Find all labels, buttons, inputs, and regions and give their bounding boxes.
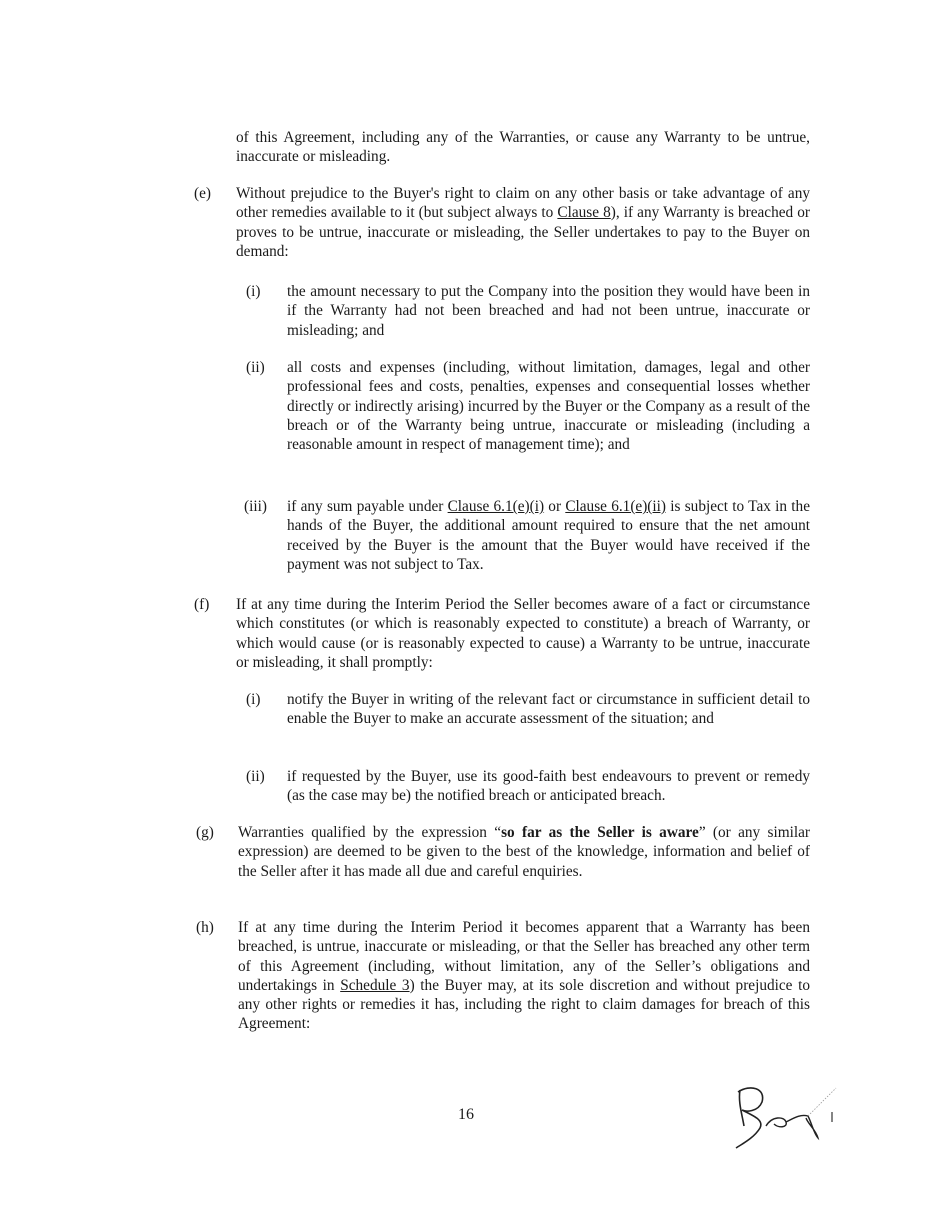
clause-e-iii-label: (iii): [244, 498, 267, 515]
continuation-text: [236, 128, 810, 167]
clause-h-text: [238, 918, 810, 1034]
clause-g-text-a: Warranties qualified by the expression “: [238, 824, 502, 841]
clause-e-text: [236, 184, 810, 261]
signature-initials-icon: [728, 1082, 840, 1154]
clause-6-1-e-ii-link[interactable]: Clause 6.1(e)(ii): [565, 498, 666, 515]
clause-f-text: If at any time during the Interim Period the Seller becomes aware of a fact or circumstance which constitutes (or which is reasonably expected to constitute) a breach of Warranty, or which would cause (or is reasonably expected to cause) a Warranty to be untrue, inaccurate or misleading, it shall promptly:: [236, 596, 810, 671]
continuation-span: of this Agreement, including any of the Warranties, or cause any Warranty to be untrue, inaccurate or misleading.: [236, 129, 810, 166]
clause-h-text-b: ) the Buyer may, at its sole discretion and without prejudice to any other rights or remedies it has, including the right to claim damages for breach of this Agreement:: [238, 976, 810, 1033]
clause-g-bold-term: so far as the Seller is aware: [501, 824, 699, 841]
clause-e-iii-text-a: if any sum payable under: [287, 498, 448, 515]
clause-h-text-a: If at any time during the Interim Period it becomes apparent that a Warranty has been breached, is untrue, inaccurate or misleading, or that the Seller has breached any other term of this Agreement (including, without limitation, any of the Seller’s obligations and undertakings in: [238, 919, 810, 994]
clause-h-label: (h): [196, 919, 214, 936]
clause-f-ii-label: (ii): [246, 768, 265, 785]
clause-g-text-b: ” (or any similar expression) are deemed to be given to the best of the knowledge, information and belief of the Seller after it has made all due and careful enquiries.: [238, 824, 810, 880]
clause-6-1-e-i-link[interactable]: Clause 6.1(e)(i): [447, 498, 545, 515]
clause-e-text-b: ), if any Warranty is breached or proves to be untrue, inaccurate or misleading, the Seller undertakes to pay to the Buyer on demand:: [236, 204, 811, 260]
clause-e-ii-label: (ii): [246, 359, 265, 376]
schedule-3-link[interactable]: Schedule 3: [340, 976, 410, 994]
clause-8-link[interactable]: Clause 8: [557, 204, 611, 222]
clause-e-text-a: Without prejudice to the Buyer's right to claim on any other basis or take advantage of any other remedies available to it (but subject always to: [236, 185, 810, 222]
clause-f-ii-text: if requested by the Buyer, use its good-faith best endeavours to prevent or remedy (as the case may be) the notified breach or anticipated breach.: [287, 768, 810, 805]
clause-e-iii-text-b: or: [544, 498, 566, 515]
clause-e-i-label: (i): [246, 283, 261, 300]
clause-e-i-text: the amount necessary to put the Company into the position they would have been in if the Warranty had not been breached and had not been untrue, inaccurate or misleading; and: [287, 283, 810, 339]
page-number: 16: [458, 1106, 474, 1123]
clause-f-i-text: notify the Buyer in writing of the relevant fact or circumstance in sufficient detail to enable the Buyer to make an accurate assessment of the situation; and: [287, 691, 810, 728]
clause-e-ii-text: all costs and expenses (including, without limitation, damages, legal and other professional fees and costs, penalties, expenses and consequential losses whether directly or indirectly arising) incurred by the Buyer or the Company as a result of the breach or of the Warranty being untrue, inaccurate or misleading (including a reasonable amount in respect of management time); and: [287, 359, 810, 454]
clause-e-iii-text-c: is subject to Tax in the hands of the Buyer, the additional amount required to ensure that the net amount received by the Buyer is the amount that the Buyer would have received if the payment was not subject to Tax.: [287, 498, 810, 573]
clause-f-label: (f): [194, 596, 210, 613]
clause-f-i-label: (i): [246, 691, 261, 708]
clause-g-text: [238, 823, 810, 881]
clause-e-label: (e): [194, 185, 211, 202]
clause-g-label: (g): [196, 824, 214, 841]
clause-e-iii-text: [287, 497, 810, 574]
